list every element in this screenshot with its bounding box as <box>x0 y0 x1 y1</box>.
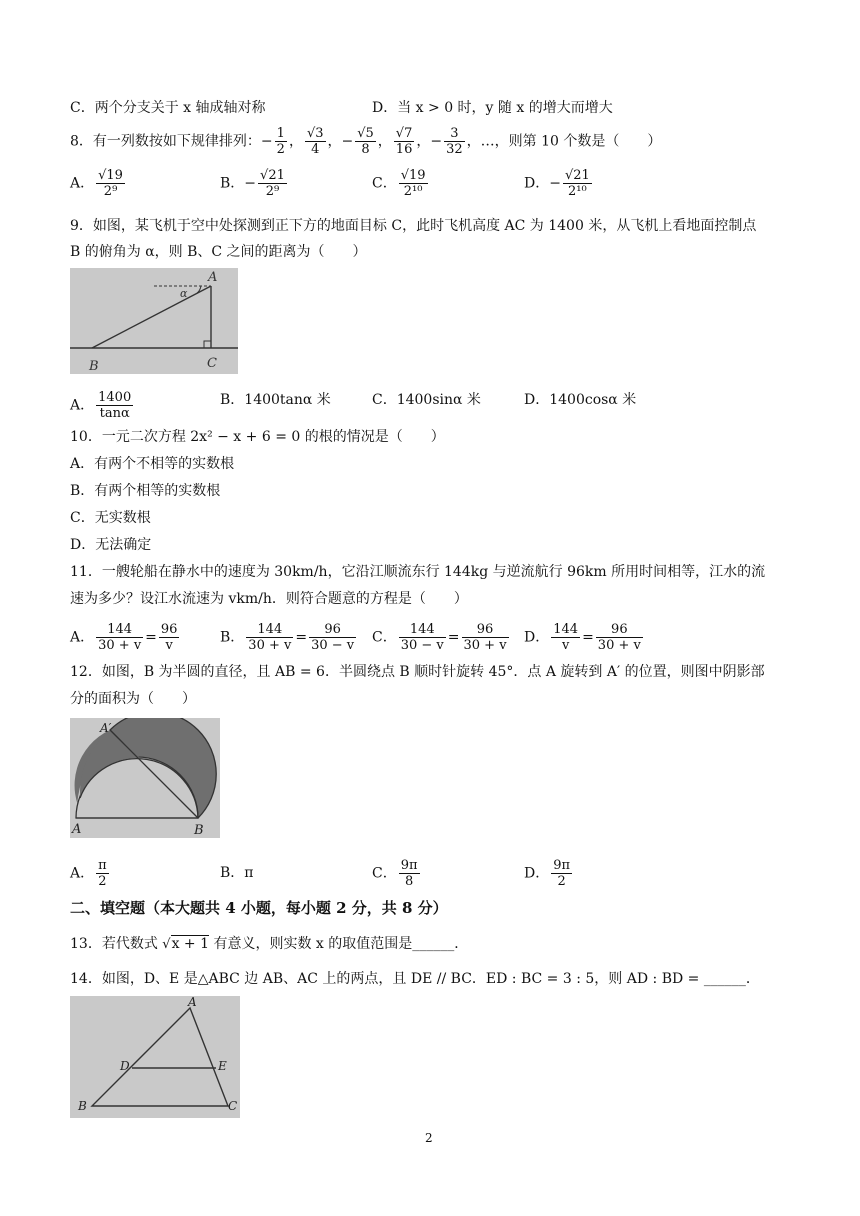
q14-label-b: B <box>78 1099 87 1113</box>
q9-label-a: A <box>208 270 218 285</box>
q12-label-a: A <box>72 822 82 837</box>
q12-option-a: A． $\frac{\pi}{2}$ <box>70 858 107 889</box>
q9-stem-line2: B 的俯角为 α，则 B、C 之间的距离为（ ） <box>70 244 367 260</box>
q11-stem-line1: 11．一艘轮船在静水中的速度为 30km/h，它沿江顺流东行 144kg 与逆流航行 96km 所用时间相等，江水的流 <box>70 564 766 580</box>
q11-option-c: C． $\frac{144}{30 - v}$ = $\frac{96}{30 + v}$ <box>372 622 507 653</box>
q11-option-d: D． $\frac{144}{v}$ = $\frac{96}{30 + v}$ <box>524 622 641 653</box>
q8-option-b: B．− $\frac{√21}{\text{2⁹}}$ <box>220 168 285 199</box>
q12-stem-line1: 12．如图，B 为半圆的直径，且 AB = 6．半圆绕点 B 顺时针旋转 45°．点 A 旋转到 A′ 的位置，则图中阴影部 <box>70 664 765 680</box>
q8-stem: 8．有一列数按如下规律排列：− $\frac{1}{2}$ ， $\frac{√3}{4}$ ，− $\frac{√5}{8}$ ， $\frac{√7}{16}$ ，− $\frac{3}{32}$ ，…，则第 10 个数是（ ） <box>70 126 662 157</box>
q11-option-a: A． $\frac{144}{30 + v}$ = $\frac{96}{v}$ <box>70 622 178 653</box>
q12-option-c: C． $\frac{9\pi}{8}$ <box>372 858 418 889</box>
q14-label-c: C <box>228 1099 238 1113</box>
q11-option-b: B． $\frac{144}{30 + v}$ = $\frac{96}{30 - v}$ <box>220 622 355 653</box>
q13-stem: 13．若代数式 √x + 1 有意义，则实数 x 的取值范围是______． <box>70 936 469 952</box>
q9-figure <box>70 268 238 374</box>
q12-label-a-prime: A′ <box>100 721 112 735</box>
q10-option-d: D．无法确定 <box>70 537 152 553</box>
q12-label-b: B <box>194 823 204 838</box>
q9-label-c: C <box>207 356 217 371</box>
q12-option-b: B．π <box>220 865 254 881</box>
q14-figure <box>70 996 240 1118</box>
q10-option-a: A．有两个不相等的实数根 <box>70 456 235 472</box>
q11-stem-line2: 速为多少？设江水流速为 vkm/h．则符合题意的方程是（ ） <box>70 591 468 607</box>
q12-option-d: D． $\frac{9\pi}{2}$ <box>524 858 571 889</box>
section-2-heading: 二、填空题（本大题共 4 小题，每小题 2 分，共 8 分） <box>70 899 448 917</box>
q9-stem-line1: 9．如图，某飞机于空中处探测到正下方的地面目标 C，此时飞机高度 AC 为 1400 米，从飞机上看地面控制点 <box>70 218 757 234</box>
q9-option-c: C．1400sinα 米 <box>372 392 481 408</box>
q9-option-b: B．1400tanα 米 <box>220 392 331 408</box>
page-number: 2 <box>425 1131 433 1145</box>
q14-label-d: D <box>120 1059 130 1073</box>
q10-option-c: C．无实数根 <box>70 510 151 526</box>
q9-label-b: B <box>89 359 99 374</box>
q9-label-alpha: α <box>180 287 188 300</box>
q10-stem: 10．一元二次方程 2x² − x + 6 = 0 的根的情况是（ ） <box>70 429 445 445</box>
q8-option-d: D．− $\frac{√21}{\text{2¹⁰}}$ <box>524 168 590 199</box>
q12-stem-line2: 分的面积为（ ） <box>70 691 196 707</box>
q9-option-a: A． $\frac{1400}{\tan\alpha}$ <box>70 390 132 421</box>
q14-stem: 14．如图，D、E 是△ABC 边 AB、AC 上的两点，且 DE // BC．ED : BC = 3 : 5，则 AD : BD = ______． <box>70 971 760 987</box>
q9-option-d: D．1400cosα 米 <box>524 392 637 408</box>
q14-label-e: E <box>218 1059 227 1073</box>
q10-option-b: B．有两个相等的实数根 <box>70 483 221 499</box>
q8-option-a: A． $\frac{√19}{\text{2⁹}}$ <box>70 168 123 199</box>
q7-option-d: D．当 x > 0 时，y 随 x 的增大而增大 <box>372 100 613 116</box>
q12-figure <box>70 718 220 838</box>
q7-option-c: C．两个分支关于 x 轴成轴对称 <box>70 100 266 116</box>
q14-label-a: A <box>188 996 197 1009</box>
q8-option-c: C． $\frac{√19}{\text{2¹⁰}}$ <box>372 168 426 199</box>
